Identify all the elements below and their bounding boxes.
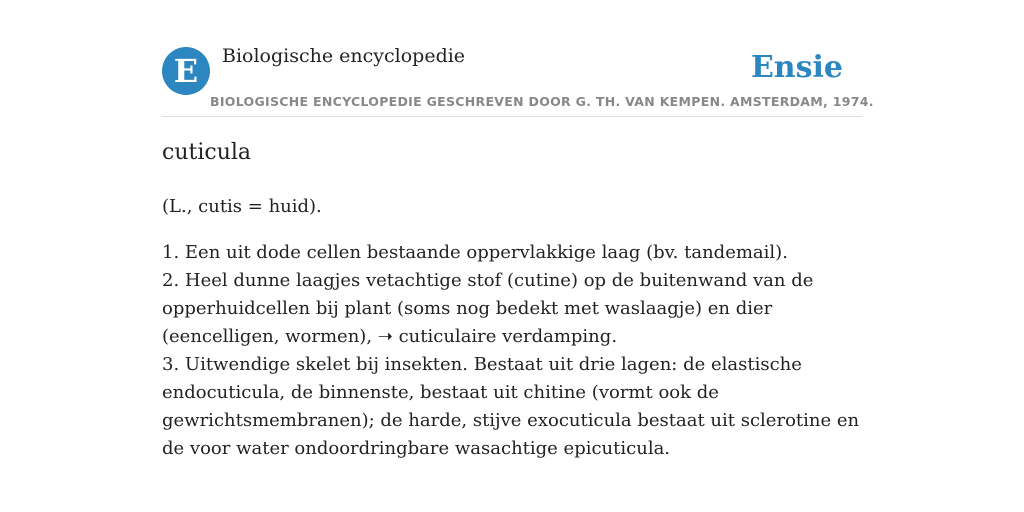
- reference-link-cuticulaire-verdamping[interactable]: cuticulaire verdamping: [398, 326, 612, 347]
- arrow-right-icon: ➝: [377, 326, 393, 347]
- entry-term: cuticula: [162, 140, 252, 165]
- page: [162, 0, 874, 512]
- definition-item-3: 3. Uitwendige skelet bij insekten. Bestaat uit drie lagen: de elastische endocuticula, de binnenste, bestaat uit chitine (vormt ook de gewrichtsmembranen); de harde, stijve exocuticula bestaat uit sclerotine en de voor water ondoordringbare wasachtige epicuticula.: [162, 354, 860, 459]
- definition-item-2-text: 2. Heel dunne laagjes vetachtige stof (cutine) op de buitenwand van de opperhuidcellen bij plant (soms nog bedekt met waslaagje) en dier (eencelligen, wormen),: [162, 270, 814, 347]
- entry-etymology: (L., cutis = huid).: [162, 196, 322, 217]
- brand-logo-text[interactable]: Ensie: [750, 50, 843, 85]
- definition-item-1: 1. Een uit dode cellen bestaande oppervlakkige laag (bv. tandemail).: [162, 242, 788, 263]
- entry-definition: [162, 239, 862, 463]
- header: [162, 0, 874, 117]
- site-title[interactable]: Biologische encyclopedie: [222, 45, 466, 67]
- logo-icon[interactable]: E: [162, 47, 210, 95]
- definition-item-2: [162, 267, 862, 351]
- source-subtitle: BIOLOGISCHE ENCYCLOPEDIE GESCHREVEN DOOR G. TH. VAN KEMPEN. AMSTERDAM, 1974.: [210, 94, 874, 109]
- definition-item-2-end: .: [611, 326, 618, 347]
